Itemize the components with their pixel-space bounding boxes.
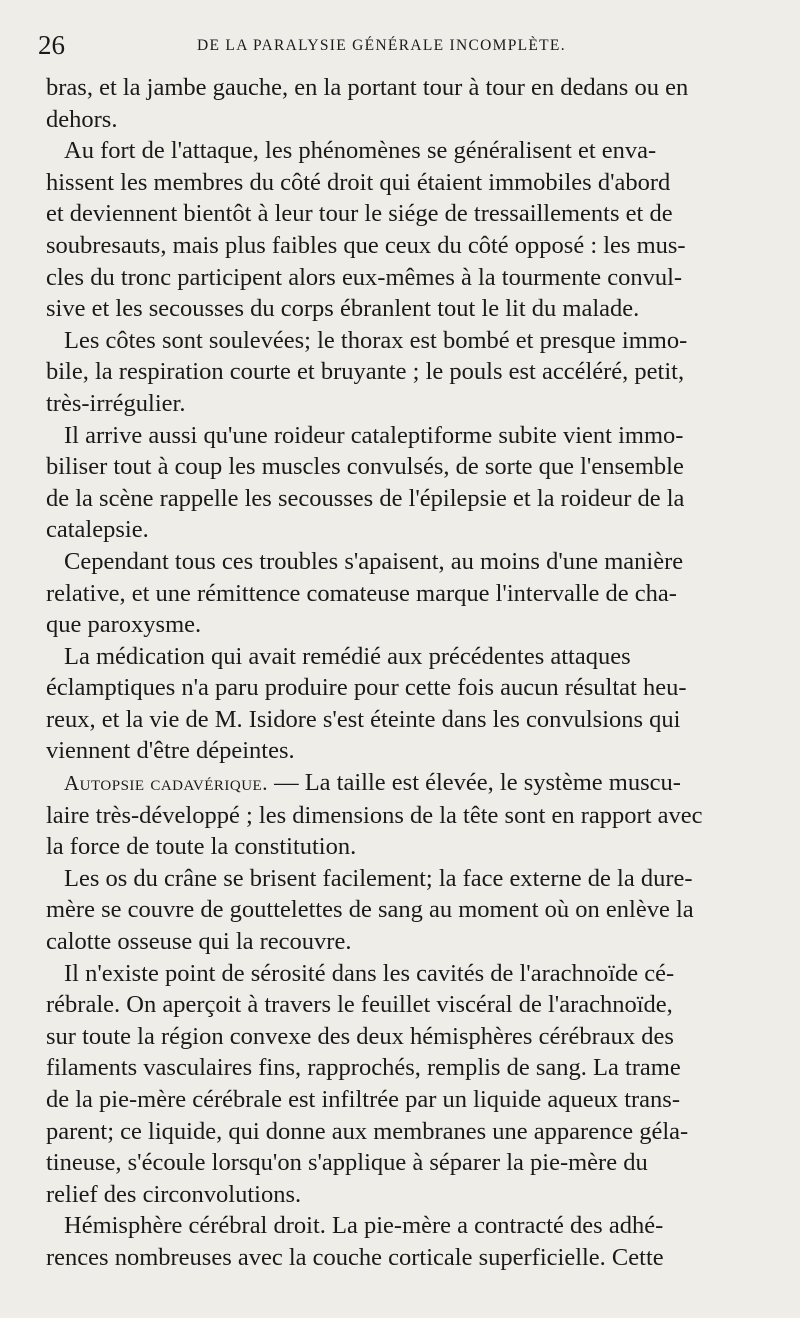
text-line: soubresauts, mais plus faibles que ceux du côté opposé : les mus- (46, 231, 686, 259)
body-text (46, 72, 768, 1274)
text-line: tineuse, s'écoule lorsqu'on s'applique à séparer la pie-mère du (46, 1149, 648, 1177)
text-line: Au fort de l'attaque, les phénomènes se généralisent et enva- (64, 137, 657, 165)
text-line: Les os du crâne se brisent facilement; la face externe de la dure- (64, 864, 693, 892)
text-run: — La taille est élevée, le système muscu- (267, 769, 681, 797)
text-line: bras, et la jambe gauche, en la portant tour à tour en dedans ou en (46, 74, 689, 101)
paragraph (46, 135, 768, 325)
text-line: rences nombreuses avec la couche corticale superficielle. Cette (46, 1243, 664, 1271)
text-line: que paroxysme. (46, 611, 202, 639)
text-line: La médication qui avait remédié aux précédentes attaques (64, 642, 631, 670)
paragraph (46, 958, 768, 1211)
paragraph (46, 325, 768, 420)
paragraph (46, 767, 768, 863)
paragraph (46, 546, 768, 641)
text-line: sur toute la région convexe des deux hémisphères cérébraux des (46, 1022, 674, 1050)
text-line: de la pie-mère cérébrale est infiltrée par un liquide aqueux trans- (46, 1086, 680, 1113)
text-line: relative, et une rémittence comateuse marque l'intervalle de cha- (46, 579, 677, 607)
text-line: mère se couvre de gouttelettes de sang au moment où on enlève la (46, 896, 694, 924)
text-line: bile, la respiration courte et bruyante ; le pouls est accéléré, petit, (46, 358, 685, 386)
text-line (46, 767, 768, 800)
text-line: sive et les secousses du corps ébranlent tout le lit du malade. (46, 295, 640, 323)
text-line: reux, et la vie de M. Isidore s'est éteinte dans les convulsions qui (46, 705, 681, 733)
text-line: biliser tout à coup les muscles convulsés, de sorte que l'ensemble (46, 453, 684, 481)
text-line: Les côtes sont soulevées; le thorax est bombé et presque immo- (64, 326, 688, 354)
text-line: Cependant tous ces troubles s'apaisent, au moins d'une manière (64, 547, 684, 575)
text-line: relief des circonvolutions. (46, 1180, 302, 1208)
paragraph (46, 1210, 768, 1273)
text-line: éclamptiques n'a paru produire pour cette fois aucun résultat heu- (46, 674, 687, 702)
text-line: viennent d'être dépeintes. (46, 737, 295, 765)
page-number: 26 (38, 30, 65, 60)
text-line: Il arrive aussi qu'une roideur cataleptiforme subite vient immo- (64, 421, 684, 449)
text-line: Hémisphère cérébral droit. La pie-mère a contracté des adhé- (64, 1212, 664, 1240)
section-heading: Autopsie cadavérique. (64, 771, 268, 796)
text-line: parent; ce liquide, qui donne aux membranes une apparence géla- (46, 1117, 689, 1145)
text-line: filaments vasculaires fins, rapprochés, remplis de sang. La trame (46, 1054, 681, 1082)
page-header (38, 30, 778, 60)
text-line: laire très-développé ; les dimensions de la tête sont en rapport avec (46, 801, 703, 829)
text-line: cles du tronc participent alors eux-mêmes à la tourmente convul- (46, 263, 683, 291)
text-line: et deviennent bientôt à leur tour le siége de tressaillements et de (46, 200, 673, 228)
text-line: très-irrégulier. (46, 389, 186, 417)
paragraph (46, 420, 768, 546)
text-line: la force de toute la constitution. (46, 833, 357, 861)
paragraph (46, 863, 768, 958)
text-line: dehors. (46, 105, 118, 133)
paragraph (46, 641, 768, 767)
text-line: rébrale. On aperçoit à travers le feuillet viscéral de l'arachnoïde, (46, 991, 673, 1019)
text-line: de la scène rappelle les secousses de l'épilepsie et la roideur de la (46, 484, 685, 512)
running-title: DE LA PARALYSIE GÉNÉRALE INCOMPLÈTE. (197, 37, 566, 54)
text-line: calotte osseuse qui la recouvre. (46, 928, 352, 956)
text-line: catalepsie. (46, 516, 149, 544)
paragraph (46, 72, 768, 135)
text-line: hissent les membres du côté droit qui étaient immobiles d'abord (46, 168, 671, 196)
text-line: Il n'existe point de sérosité dans les cavités de l'arachnoïde cé- (64, 959, 675, 987)
